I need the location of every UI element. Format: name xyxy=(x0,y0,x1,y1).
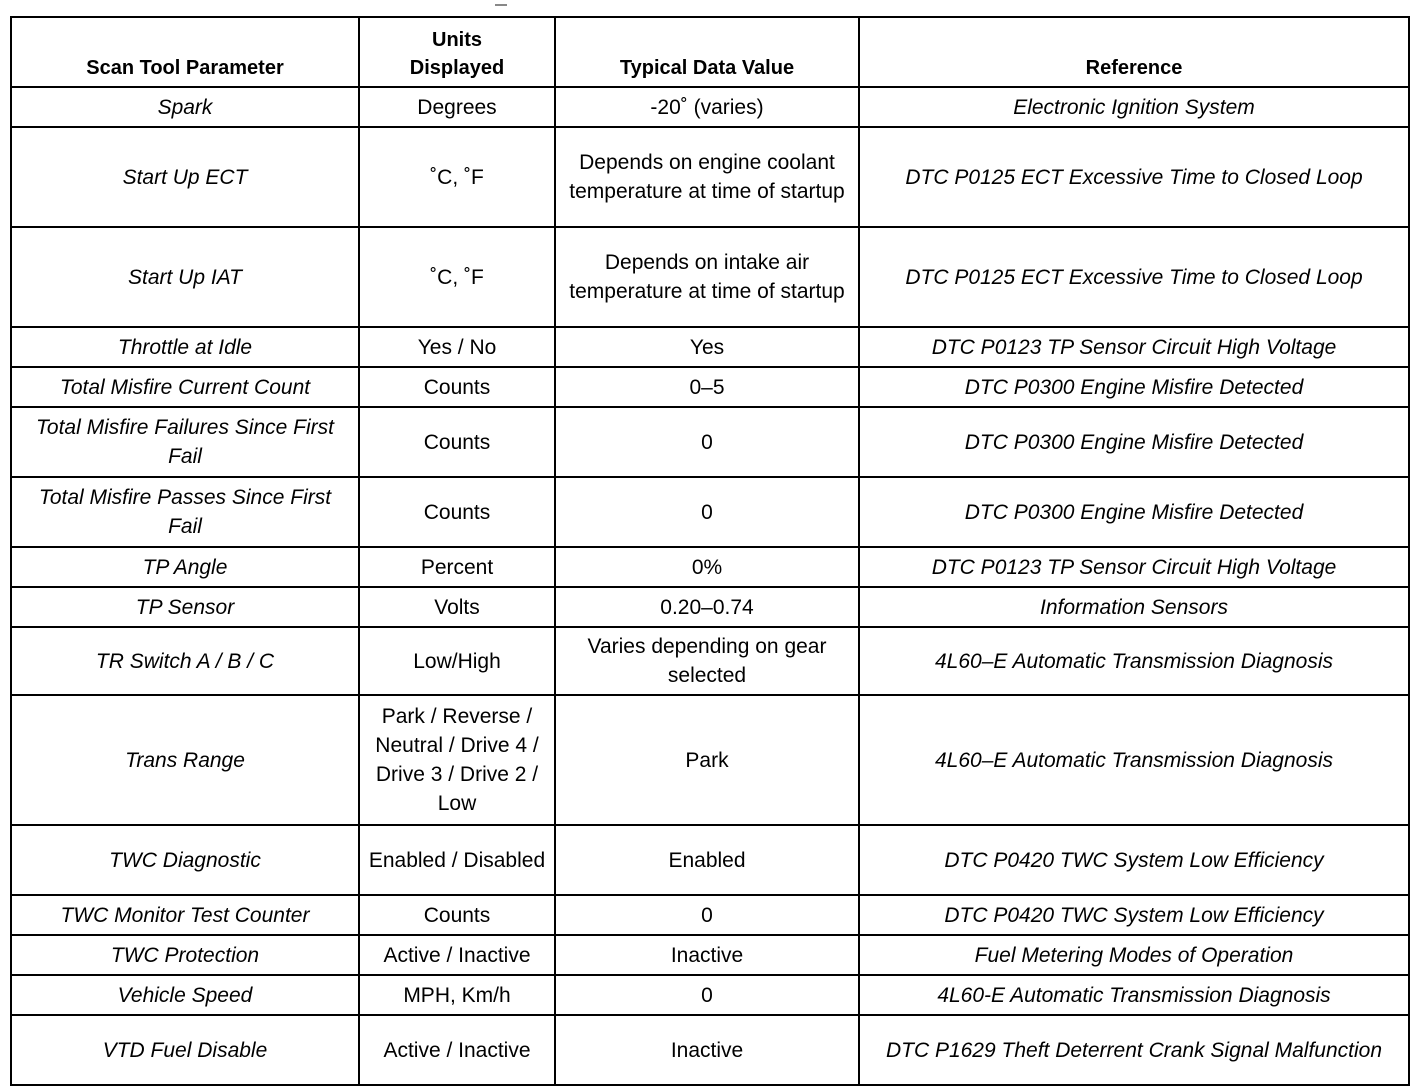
parameter-cell: VTD Fuel Disable xyxy=(11,1015,359,1085)
table-row xyxy=(11,477,1409,547)
typical-value-cell: 0% xyxy=(555,547,859,587)
units-cell: Percent xyxy=(359,547,555,587)
reference-cell: DTC P0420 TWC System Low Efficiency xyxy=(859,825,1409,895)
parameter-cell: Throttle at Idle xyxy=(11,327,359,367)
reference-cell: 4L60–E Automatic Transmission Diagnosis xyxy=(859,627,1409,695)
reference-cell: DTC P0300 Engine Misfire Detected xyxy=(859,477,1409,547)
reference-cell: DTC P0125 ECT Excessive Time to Closed Loop xyxy=(859,127,1409,227)
scan-tool-data-table xyxy=(10,16,1410,1086)
parameter-cell: Start Up ECT xyxy=(11,127,359,227)
document-page xyxy=(10,16,1408,1086)
parameter-cell: TP Angle xyxy=(11,547,359,587)
units-cell: Counts xyxy=(359,407,555,477)
parameter-cell: Vehicle Speed xyxy=(11,975,359,1015)
header-units xyxy=(359,17,555,87)
typical-value-cell: 0 xyxy=(555,477,859,547)
reference-cell: Fuel Metering Modes of Operation xyxy=(859,935,1409,975)
typical-value-cell: 0–5 xyxy=(555,367,859,407)
table-row xyxy=(11,407,1409,477)
table-row xyxy=(11,547,1409,587)
units-cell: Active / Inactive xyxy=(359,935,555,975)
typical-value-cell: 0 xyxy=(555,407,859,477)
typical-value-cell: Yes xyxy=(555,327,859,367)
table-row xyxy=(11,87,1409,127)
units-cell: Counts xyxy=(359,895,555,935)
parameter-cell: TWC Monitor Test Counter xyxy=(11,895,359,935)
table-row xyxy=(11,975,1409,1015)
header-units-line2: Displayed xyxy=(409,57,505,79)
units-cell: ˚C, ˚F xyxy=(359,127,555,227)
reference-cell: 4L60-E Automatic Transmission Diagnosis xyxy=(859,975,1409,1015)
header-parameter: Scan Tool Parameter xyxy=(11,17,359,87)
header-units-line1: Units xyxy=(432,29,482,51)
table-row xyxy=(11,825,1409,895)
table-row xyxy=(11,327,1409,367)
units-cell: Counts xyxy=(359,367,555,407)
table-row xyxy=(11,227,1409,327)
reference-cell: DTC P0300 Engine Misfire Detected xyxy=(859,367,1409,407)
reference-cell: DTC P0125 ECT Excessive Time to Closed Loop xyxy=(859,227,1409,327)
parameter-cell: TWC Diagnostic xyxy=(11,825,359,895)
table-row xyxy=(11,367,1409,407)
units-cell: Counts xyxy=(359,477,555,547)
reference-cell: Information Sensors xyxy=(859,587,1409,627)
scan-mark xyxy=(495,4,507,6)
parameter-cell: TR Switch A / B / C xyxy=(11,627,359,695)
parameter-cell: TWC Protection xyxy=(11,935,359,975)
units-cell: Volts xyxy=(359,587,555,627)
table-row xyxy=(11,895,1409,935)
reference-cell: DTC P0123 TP Sensor Circuit High Voltage xyxy=(859,327,1409,367)
typical-value-cell: Inactive xyxy=(555,935,859,975)
header-row xyxy=(11,17,1409,87)
reference-cell: DTC P0123 TP Sensor Circuit High Voltage xyxy=(859,547,1409,587)
units-cell: Active / Inactive xyxy=(359,1015,555,1085)
typical-value-cell: -20˚ (varies) xyxy=(555,87,859,127)
reference-cell: DTC P0420 TWC System Low Efficiency xyxy=(859,895,1409,935)
reference-cell: DTC P0300 Engine Misfire Detected xyxy=(859,407,1409,477)
header-typical: Typical Data Value xyxy=(555,17,859,87)
typical-value-cell: Park xyxy=(555,695,859,825)
typical-value-cell: Depends on intake air temperature at time of startup xyxy=(555,227,859,327)
units-cell: Low/High xyxy=(359,627,555,695)
parameter-cell: Spark xyxy=(11,87,359,127)
parameter-cell: TP Sensor xyxy=(11,587,359,627)
parameter-cell: Total Misfire Current Count xyxy=(11,367,359,407)
parameter-cell: Trans Range xyxy=(11,695,359,825)
table-row xyxy=(11,1015,1409,1085)
table-row xyxy=(11,127,1409,227)
typical-value-cell: Inactive xyxy=(555,1015,859,1085)
units-cell: Degrees xyxy=(359,87,555,127)
units-cell: Park / Reverse / Neutral / Drive 4 / Drive 3 / Drive 2 / Low xyxy=(359,695,555,825)
parameter-cell: Total Misfire Passes Since First Fail xyxy=(11,477,359,547)
typical-value-cell: Varies depending on gear selected xyxy=(555,627,859,695)
table-row xyxy=(11,627,1409,695)
typical-value-cell: Enabled xyxy=(555,825,859,895)
typical-value-cell: 0 xyxy=(555,895,859,935)
table-row xyxy=(11,587,1409,627)
units-cell: Yes / No xyxy=(359,327,555,367)
reference-cell: 4L60–E Automatic Transmission Diagnosis xyxy=(859,695,1409,825)
typical-value-cell: 0.20–0.74 xyxy=(555,587,859,627)
units-cell: MPH, Km/h xyxy=(359,975,555,1015)
reference-cell: Electronic Ignition System xyxy=(859,87,1409,127)
typical-value-cell: 0 xyxy=(555,975,859,1015)
typical-value-cell: Depends on engine coolant temperature at time of startup xyxy=(555,127,859,227)
header-reference: Reference xyxy=(859,17,1409,87)
units-cell: Enabled / Disabled xyxy=(359,825,555,895)
reference-cell: DTC P1629 Theft Deterrent Crank Signal Malfunction xyxy=(859,1015,1409,1085)
parameter-cell: Total Misfire Failures Since First Fail xyxy=(11,407,359,477)
parameter-cell: Start Up IAT xyxy=(11,227,359,327)
table-row xyxy=(11,935,1409,975)
units-cell: ˚C, ˚F xyxy=(359,227,555,327)
table-row xyxy=(11,695,1409,825)
